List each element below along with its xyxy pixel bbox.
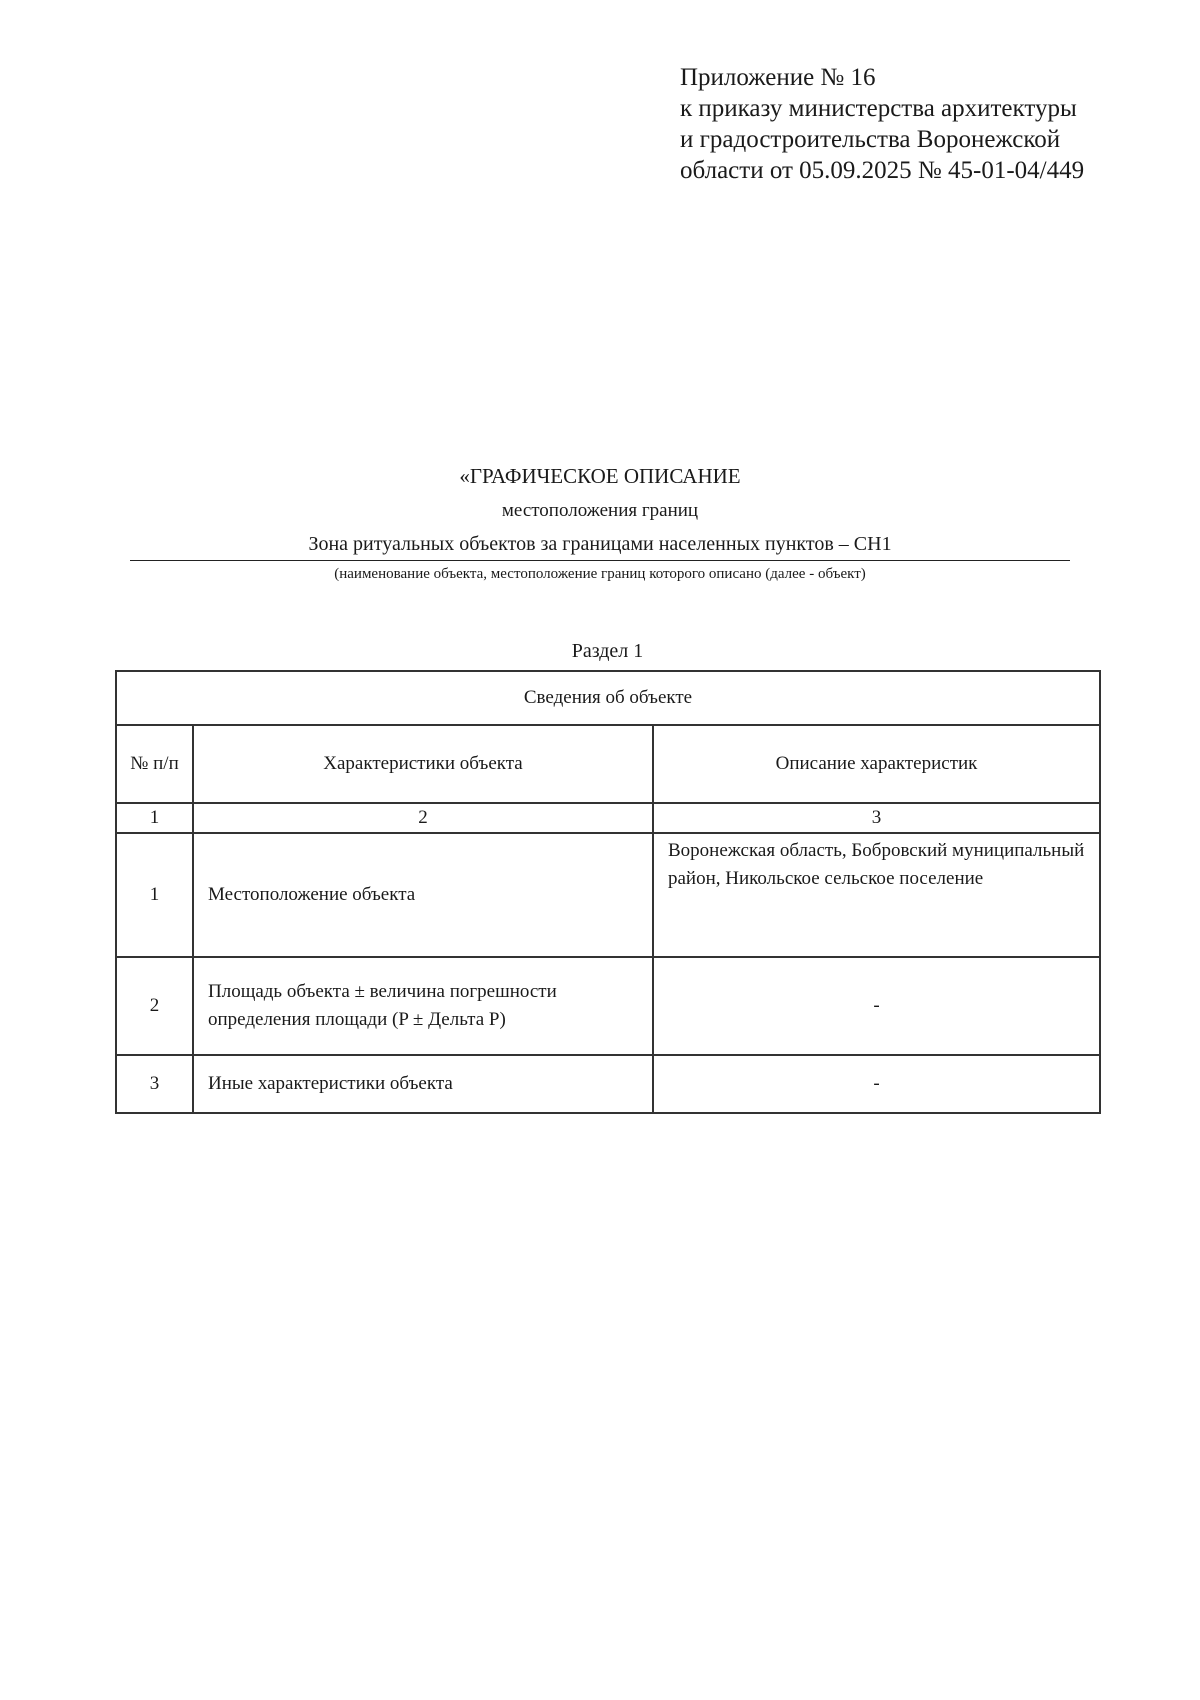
table-header-row <box>116 725 1100 803</box>
row-number: 1 <box>116 833 193 957</box>
column-header-description: Описание характеристик <box>653 725 1100 803</box>
object-info-table <box>115 670 1101 1114</box>
column-header-number: № п/п <box>116 725 193 803</box>
document-subtitle: местоположения границ <box>501 500 699 521</box>
object-name: Зона ритуальных объектов за границами населенных пунктов – СН1 <box>130 532 1070 561</box>
section-label: Раздел 1 <box>571 640 644 662</box>
table-heading-row <box>116 671 1100 725</box>
row-characteristic: Площадь объекта ± величина погрешности определения площади (P ± Дельта P) <box>193 957 653 1055</box>
title-block <box>130 462 1070 583</box>
row-description: - <box>653 957 1100 1055</box>
column-number: 1 <box>116 803 193 833</box>
column-number: 2 <box>193 803 653 833</box>
row-description: Воронежская область, Бобровский муниципальный район, Никольское сельское поселение <box>653 833 1100 957</box>
column-numbers-row <box>116 803 1100 833</box>
appendix-line: к приказу министерства архитектуры <box>680 95 1077 122</box>
table-row <box>116 1055 1100 1113</box>
appendix-reference <box>680 62 1180 186</box>
appendix-line: Приложение № 16 <box>680 64 876 91</box>
row-number: 3 <box>116 1055 193 1113</box>
document-title: «ГРАФИЧЕСКОЕ ОПИСАНИЕ <box>459 464 741 488</box>
column-number: 3 <box>653 803 1100 833</box>
table-heading: Сведения об объекте <box>116 671 1100 725</box>
object-name-caption: (наименование объекта, местоположение границ которого описано (далее - объект) <box>334 566 866 582</box>
row-characteristic: Иные характеристики объекта <box>193 1055 653 1113</box>
appendix-line: области от 05.09.2025 № 45-01-04/449 <box>680 157 1085 184</box>
row-number: 2 <box>116 957 193 1055</box>
appendix-line: и градостроительства Воронежской <box>680 126 1061 153</box>
row-characteristic: Местоположение объекта <box>193 833 653 957</box>
column-header-characteristic: Характеристики объекта <box>193 725 653 803</box>
table-row <box>116 833 1100 957</box>
row-description: - <box>653 1055 1100 1113</box>
table-row <box>116 957 1100 1055</box>
